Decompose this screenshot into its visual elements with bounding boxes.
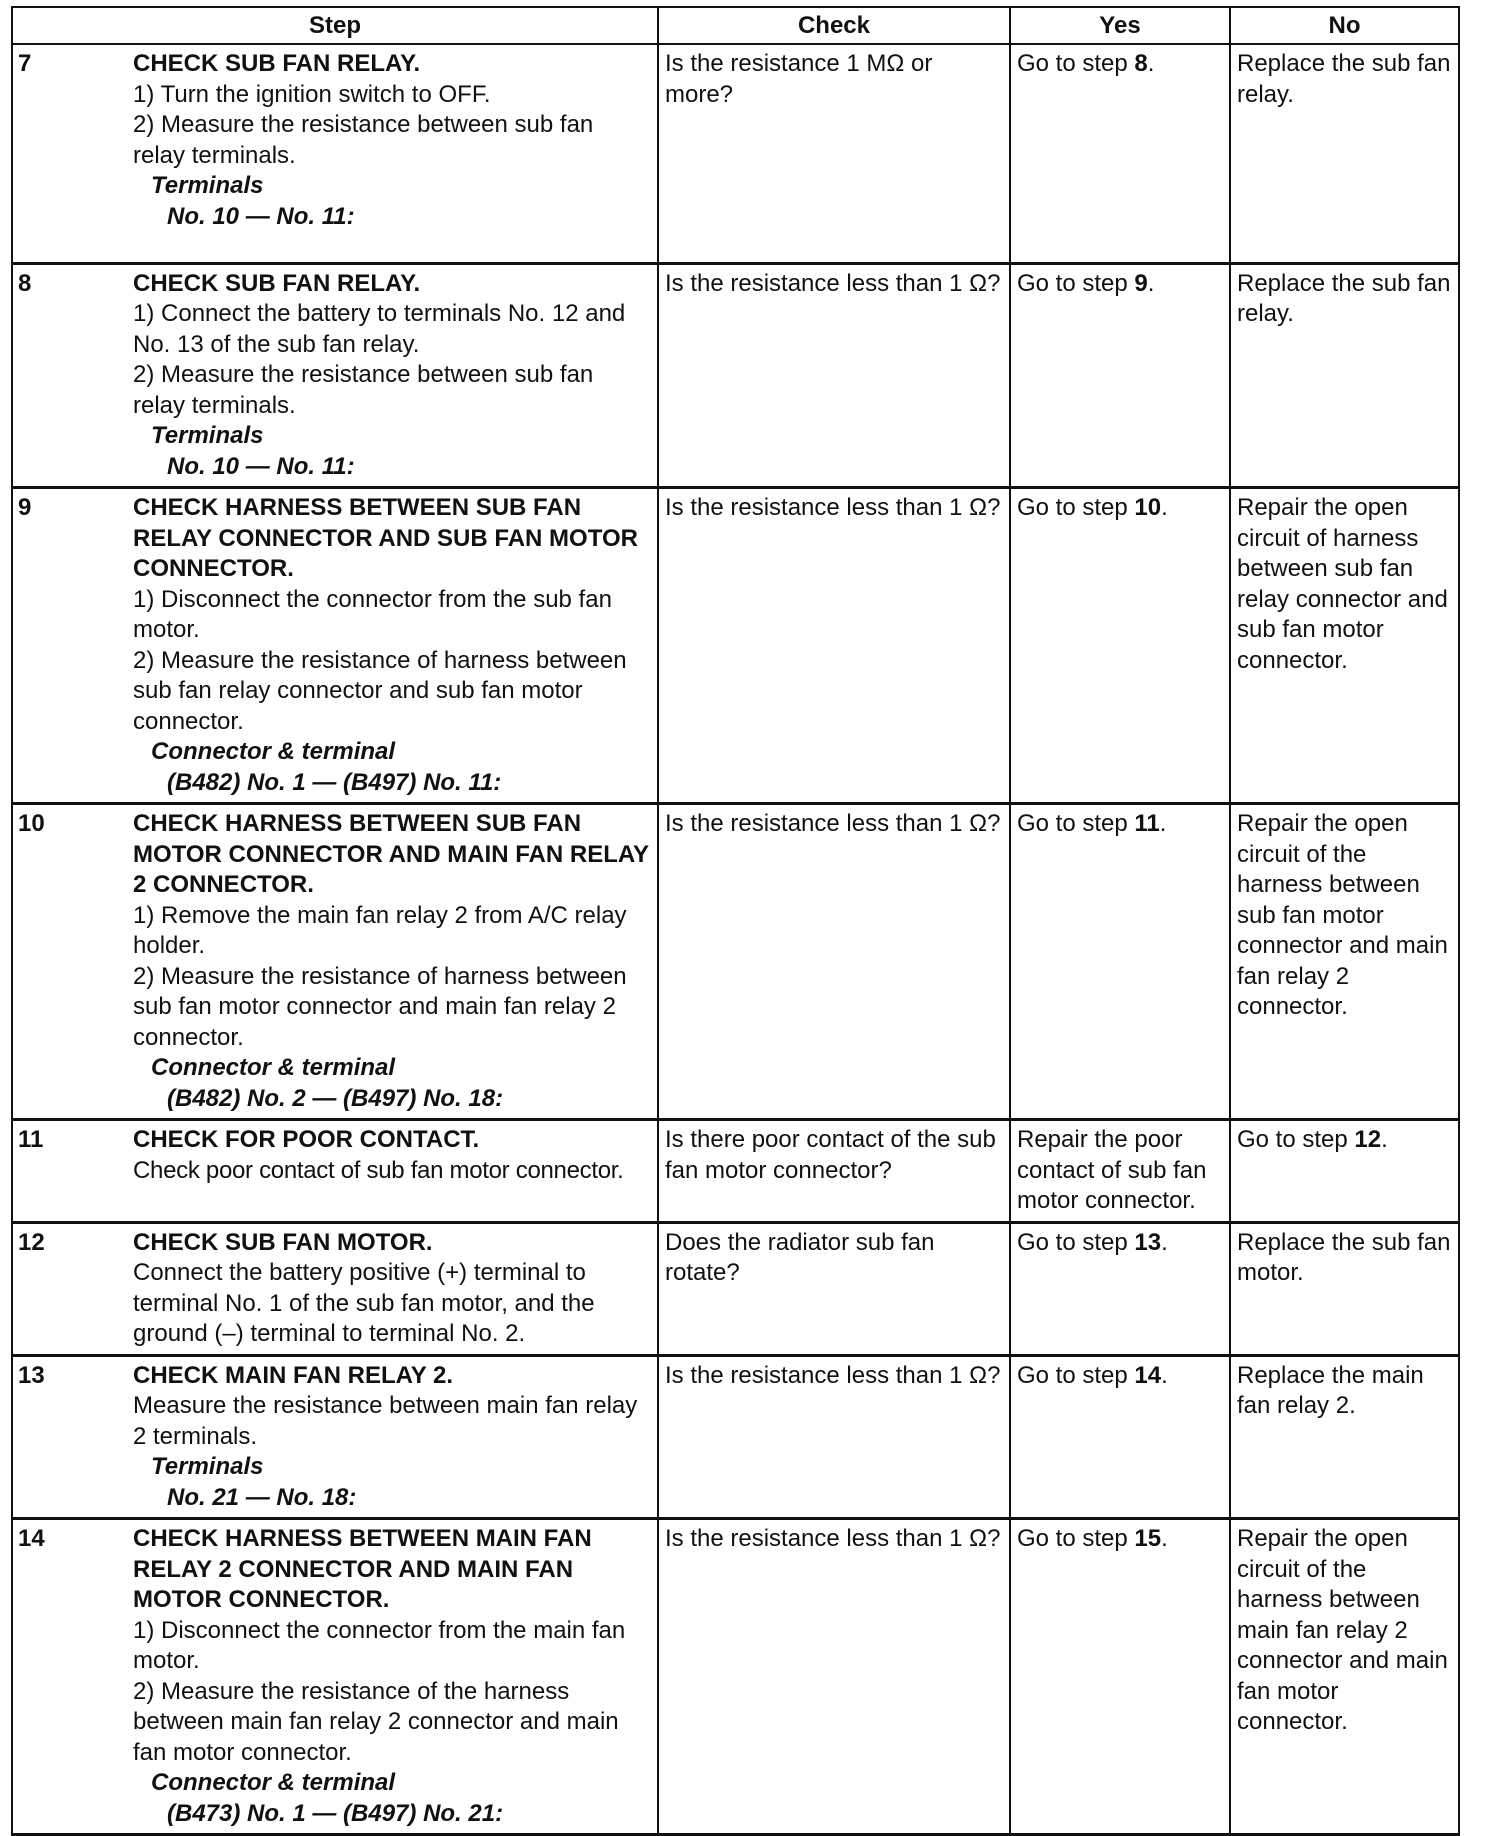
yes-step-ref: 10 <box>1134 494 1162 521</box>
table-row <box>12 1519 1459 1835</box>
step-number: 11 <box>18 1126 44 1153</box>
step-cell <box>12 44 658 263</box>
step-title: CHECK SUB FAN RELAY. <box>133 269 421 297</box>
yes-step-ref: 8 <box>1134 50 1148 77</box>
table-row <box>12 1120 1459 1223</box>
step-cell <box>12 1120 658 1223</box>
step-number: 8 <box>18 269 32 297</box>
step-instruction: 1) Turn the ignition switch to OFF. <box>133 80 491 108</box>
yes-cell <box>1010 1222 1230 1355</box>
check-cell: Is the resistance less than 1 Ω? <box>658 1519 1010 1835</box>
yes-cell <box>1010 1519 1230 1835</box>
diagnostic-table <box>11 6 1460 1836</box>
no-cell: Repair the open circuit of the harness between sub fan motor connector and main fan relay 2 connector. <box>1230 804 1459 1120</box>
check-cell: Is the resistance less than 1 Ω? <box>658 804 1010 1120</box>
step-number: 9 <box>18 494 32 521</box>
check-cell: Is the resistance less than 1 Ω? <box>658 488 1010 804</box>
header-yes: Yes <box>1010 7 1230 44</box>
check-cell: Is the resistance less than 1 Ω? <box>658 1355 1010 1519</box>
yes-text: Go to step <box>1017 1361 1135 1389</box>
yes-text: Go to step <box>1017 810 1135 837</box>
connector-label: Connector & terminal <box>151 738 396 765</box>
step-cell <box>12 488 658 804</box>
yes-suffix: . <box>1161 1361 1168 1389</box>
step-title: CHECK MAIN FAN RELAY 2. <box>133 1361 454 1389</box>
step-instruction: Check poor contact of sub fan motor connector. <box>133 1156 624 1184</box>
step-instruction: 1) Remove the main fan relay 2 from A/C relay holder. <box>133 901 627 959</box>
step-instruction: 1) Disconnect the connector from the main fan motor. <box>133 1616 626 1674</box>
diagnostic-page <box>11 6 1458 1836</box>
step-instruction: Connect the battery positive (+) terminal to terminal No. 1 of the sub fan motor, and the ground (–) terminal to terminal No. 2. <box>133 1259 595 1347</box>
yes-cell <box>1010 44 1230 263</box>
header-step: Step <box>12 7 658 44</box>
no-cell: Replace the sub fan relay. <box>1230 263 1459 488</box>
table-row <box>12 804 1459 1120</box>
step-number: 10 <box>18 810 45 837</box>
terminal-value: No. 10 — No. 11: <box>167 202 355 230</box>
yes-text: Go to step <box>1017 1228 1135 1256</box>
table-row <box>12 1355 1459 1519</box>
step-instruction: 2) Measure the resistance of harness between sub fan motor connector and main fan relay 2 connector. <box>133 962 627 1051</box>
no-cell: Repair the open circuit of the harness between main fan relay 2 connector and main fan motor connector. <box>1230 1519 1459 1835</box>
terminal-value: No. 21 — No. 18: <box>167 1483 357 1511</box>
step-instruction: Measure the resistance between main fan relay 2 terminals. <box>133 1392 638 1450</box>
step-title: CHECK SUB FAN MOTOR. <box>133 1228 433 1256</box>
terminal-label: Terminals <box>151 172 264 199</box>
step-title: CHECK HARNESS BETWEEN MAIN FAN RELAY 2 CONNECTOR AND MAIN FAN MOTOR CONNECTOR. <box>133 1525 592 1613</box>
check-cell: Is there poor contact of the sub fan motor connector? <box>658 1120 1010 1223</box>
header-row <box>12 7 1459 44</box>
header-no: No <box>1230 7 1459 44</box>
step-instruction: 2) Measure the resistance between sub fan relay terminals. <box>133 361 594 419</box>
table-row <box>12 44 1459 263</box>
step-instruction: 2) Measure the resistance between sub fan relay terminals. <box>133 111 594 169</box>
no-cell: Replace the sub fan relay. <box>1230 44 1459 263</box>
yes-cell <box>1010 1355 1230 1519</box>
step-cell <box>12 263 658 488</box>
step-title: CHECK FOR POOR CONTACT. <box>133 1126 480 1153</box>
connector-value: (B473) No. 1 — (B497) No. 21: <box>167 1799 504 1827</box>
yes-suffix: . <box>1147 50 1155 77</box>
yes-suffix: . <box>1159 810 1167 837</box>
no-suffix: . <box>1381 1126 1388 1153</box>
table-row <box>12 488 1459 804</box>
yes-text: Go to step <box>1017 269 1135 297</box>
step-instruction: 1) Disconnect the connector from the sub fan motor. <box>133 585 612 643</box>
step-title: CHECK HARNESS BETWEEN SUB FAN RELAY CONNECTOR AND SUB FAN MOTOR CONNECTOR. <box>133 494 638 582</box>
yes-text: Go to step <box>1017 1525 1135 1552</box>
check-cell: Does the radiator sub fan rotate? <box>658 1222 1010 1355</box>
no-text: Go to step <box>1237 1126 1355 1153</box>
yes-step-ref: 13 <box>1134 1228 1162 1256</box>
yes-suffix: . <box>1161 1228 1168 1256</box>
yes-step-ref: 11 <box>1134 810 1160 837</box>
yes-cell <box>1010 488 1230 804</box>
header-check: Check <box>658 7 1010 44</box>
no-cell: Replace the sub fan motor. <box>1230 1222 1459 1355</box>
no-cell: Repair the open circuit of harness between sub fan relay connector and sub fan motor connector. <box>1230 488 1459 804</box>
yes-cell: Repair the poor contact of sub fan motor connector. <box>1010 1120 1230 1223</box>
no-cell <box>1230 1120 1459 1223</box>
step-title: CHECK HARNESS BETWEEN SUB FAN MOTOR CONNECTOR AND MAIN FAN RELAY 2 CONNECTOR. <box>133 810 649 898</box>
no-cell: Replace the main fan relay 2. <box>1230 1355 1459 1519</box>
check-cell: Is the resistance less than 1 Ω? <box>658 263 1010 488</box>
step-instruction: 1) Connect the battery to terminals No. 12 and No. 13 of the sub fan relay. <box>133 300 626 358</box>
no-step-ref: 12 <box>1354 1126 1382 1153</box>
terminal-value: No. 10 — No. 11: <box>167 452 355 480</box>
yes-text: Go to step <box>1017 50 1135 77</box>
yes-cell <box>1010 263 1230 488</box>
step-cell <box>12 1222 658 1355</box>
step-instruction: 2) Measure the resistance of the harness between main fan relay 2 connector and main fan motor connector. <box>133 1677 619 1766</box>
yes-text: Go to step <box>1017 494 1135 521</box>
yes-step-ref: 14 <box>1134 1361 1162 1389</box>
step-title: CHECK SUB FAN RELAY. <box>133 50 421 77</box>
step-cell <box>12 1519 658 1835</box>
step-number: 7 <box>18 50 32 77</box>
table-row <box>12 1222 1459 1355</box>
yes-step-ref: 15 <box>1134 1525 1162 1552</box>
step-cell <box>12 1355 658 1519</box>
terminal-label: Terminals <box>151 422 264 449</box>
step-instruction: 2) Measure the resistance of harness between sub fan relay connector and sub fan motor connector. <box>133 646 627 735</box>
step-cell <box>12 804 658 1120</box>
yes-step-ref: 9 <box>1134 269 1148 297</box>
yes-suffix: . <box>1147 269 1155 297</box>
connector-value: (B482) No. 2 — (B497) No. 18: <box>167 1084 504 1112</box>
check-cell: Is the resistance 1 MΩ or more? <box>658 44 1010 263</box>
step-number: 12 <box>18 1228 45 1256</box>
terminal-label: Terminals <box>151 1453 264 1480</box>
connector-value: (B482) No. 1 — (B497) No. 11: <box>167 768 502 796</box>
step-number: 13 <box>18 1361 45 1389</box>
connector-label: Connector & terminal <box>151 1054 396 1081</box>
yes-cell <box>1010 804 1230 1120</box>
connector-label: Connector & terminal <box>151 1769 396 1796</box>
step-number: 14 <box>18 1525 45 1552</box>
yes-suffix: . <box>1161 494 1168 521</box>
yes-suffix: . <box>1161 1525 1168 1552</box>
table-row <box>12 263 1459 488</box>
